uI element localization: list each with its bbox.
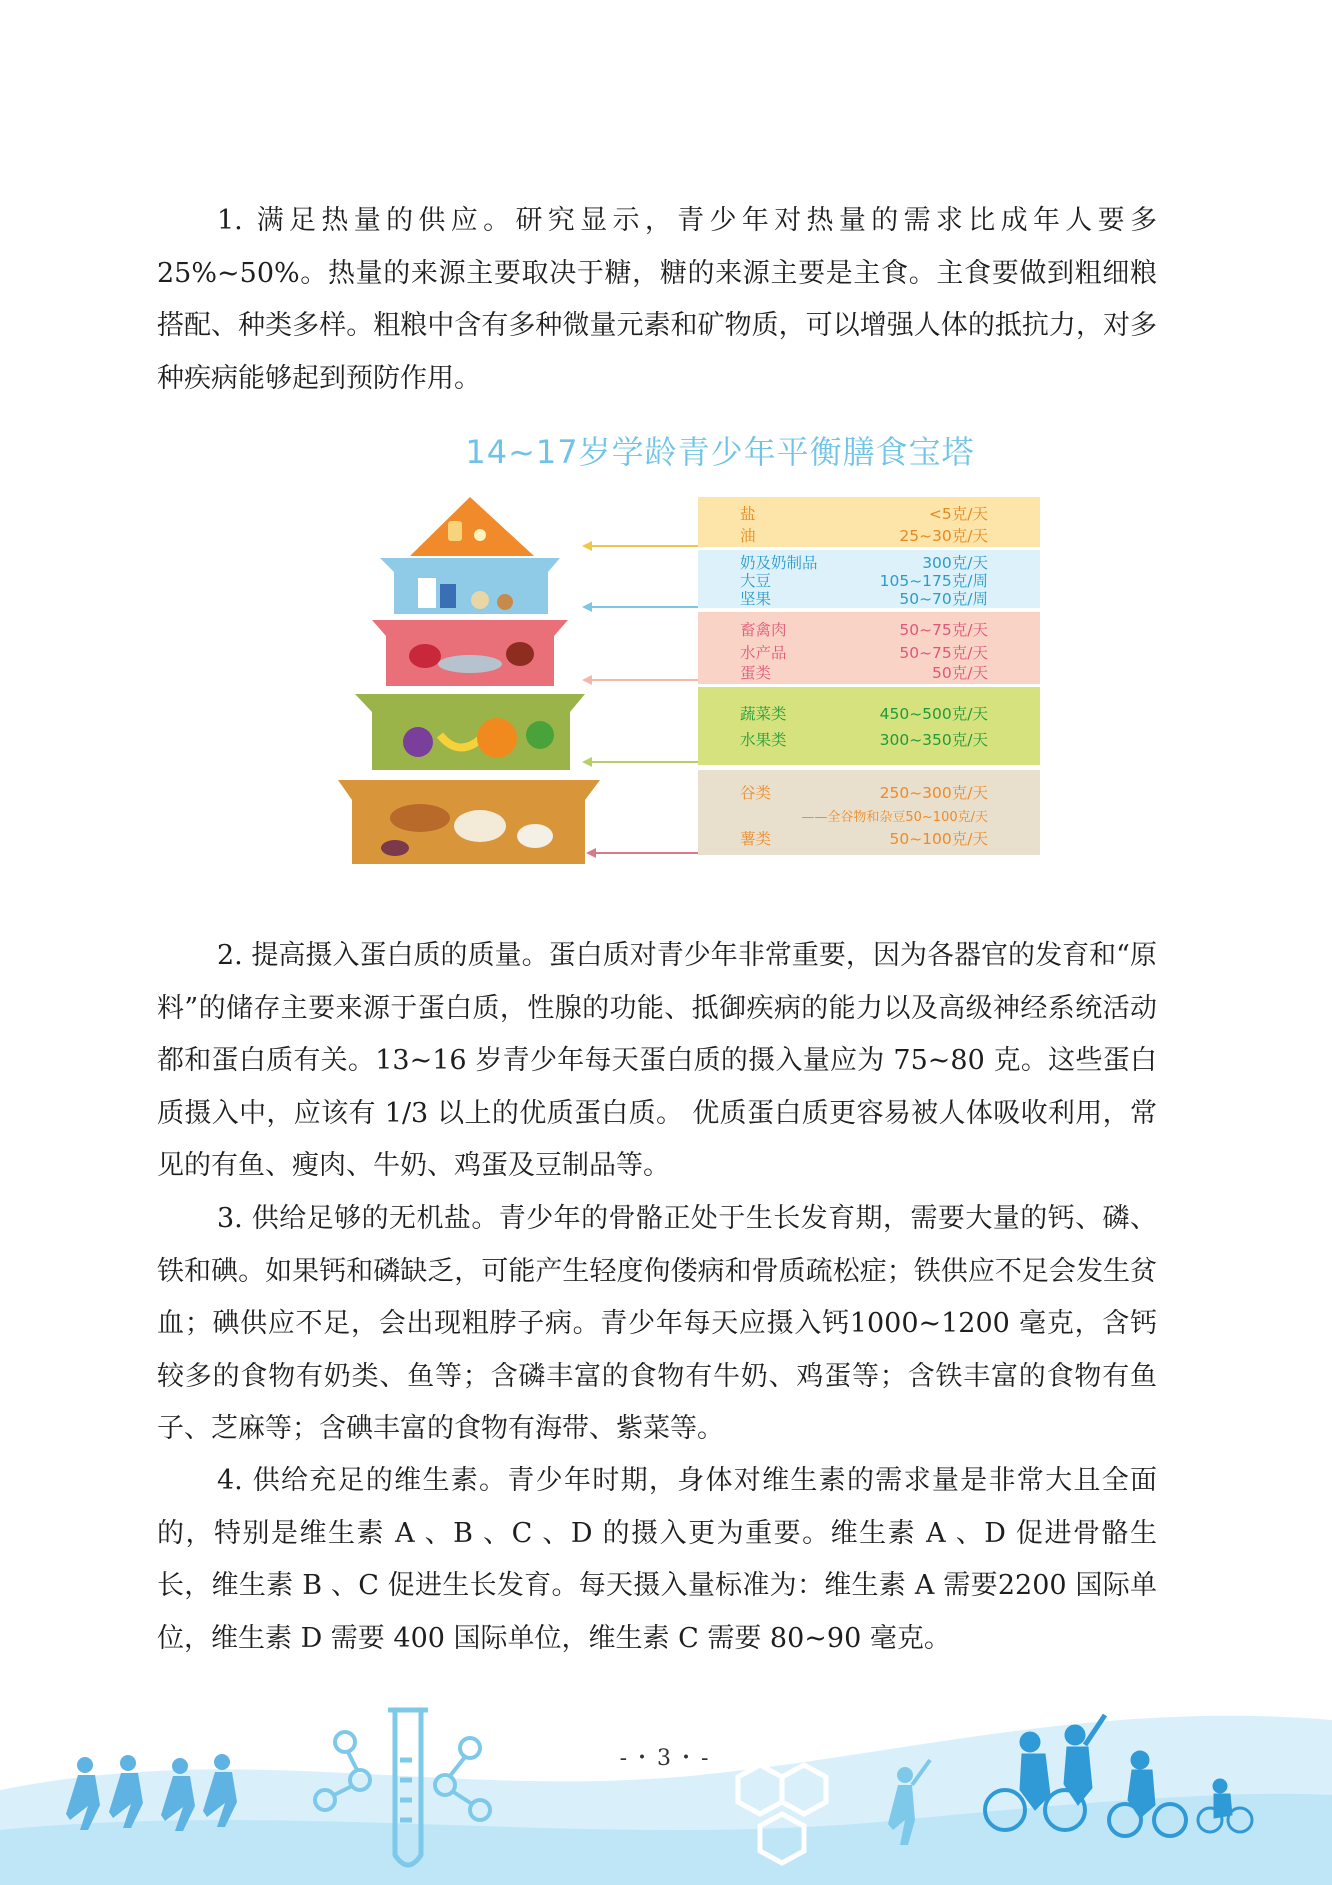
- item-name: 大豆: [740, 572, 772, 590]
- band-meat: [698, 612, 1040, 684]
- rice-icon: [454, 810, 506, 842]
- pyramid-title: 14~17岁学龄青少年平衡膳食宝塔: [465, 433, 975, 471]
- vegetable-icon: [526, 721, 554, 749]
- bread-icon: [390, 804, 450, 832]
- item-amount: 300~350克/天: [879, 731, 988, 749]
- potato-icon: [381, 840, 409, 856]
- item-amount: 50~75克/天: [899, 621, 988, 639]
- pumpkin-icon: [477, 718, 517, 758]
- grape-icon: [403, 727, 433, 757]
- paragraph-minerals: 3. 供给足够的无机盐。青少年的骨骼正处于生长发育期，需要大量的钙、磷、铁和碘。如果钙和磷缺乏，可能产生轻度佝偻病和骨质疏松症；铁供应不足会发生贫血；碘供应不足，会出现粗脖子病。青少年每天应摄入钙1000~1200 毫克，含钙较多的食物有奶类、鱼等；含磷丰富的食物有牛奶、鸡蛋等；含铁丰富的食物有鱼子、芝麻等；含碘丰富的食物有海带、紫菜等。: [157, 1203, 1157, 1444]
- item-name: 薯类: [740, 830, 772, 848]
- item-amount: 25~30克/天: [899, 527, 988, 545]
- item-name: 盐: [740, 505, 756, 523]
- paragraph-protein: 2. 提高摄入蛋白质的质量。蛋白质对青少年非常重要，因为各器官的发育和“原料”的储存主要来源于蛋白质，性腺的功能、抵御疾病的能力以及高级神经系统活动都和蛋白质有关。13~16 岁青少年每天蛋白质的摄入量应为 75~80 克。这些蛋白质摄入中，应该有 1/3 以上的优质蛋白质。 优质蛋白质更容易被人体吸收利用，常见的有鱼、瘦肉、牛奶、鸡蛋及豆制品等。: [157, 940, 1157, 1181]
- item-amount: 105~175克/周: [879, 572, 988, 590]
- fish-icon: [438, 655, 502, 673]
- item-amount: 250~300克/天: [879, 784, 988, 802]
- item-amount: 50~100克/天: [889, 830, 988, 848]
- meat-icon: [409, 644, 441, 668]
- item-amount: 450~500克/天: [879, 705, 988, 723]
- item-amount: 50克/天: [932, 664, 988, 682]
- item-name: 谷类: [740, 784, 772, 802]
- paragraph-energy: 1. 满足热量的供应。研究显示，青少年对热量的需求比成年人要多25%~50%。热量的来源主要取决于糖，糖的来源主要是主食。主食要做到粗细粮搭配、种类多样。粗粮中含有多种微量元素和矿物质，可以增强人体的抵抗力，对多种疾病能够起到预防作用。: [157, 205, 1157, 394]
- band-veg-fruit: [698, 687, 1040, 765]
- grain-subnote: ——全谷物和杂豆50~100克/天: [801, 810, 988, 825]
- item-amount: <5克/天: [928, 505, 988, 523]
- poultry-icon: [506, 642, 534, 666]
- pyramid-tier-meat: [372, 620, 568, 686]
- page-number: -・3・-: [619, 1746, 713, 1771]
- milk-carton-icon: [440, 584, 456, 608]
- item-name: 畜禽肉: [740, 621, 787, 639]
- oil-bottle-icon: [448, 521, 462, 541]
- nut-icon: [471, 591, 489, 609]
- pyramid-illustration: [0, 0, 1332, 900]
- footer-decoration: [0, 1680, 1332, 1885]
- salt-icon: [474, 529, 486, 541]
- item-name: 蛋类: [740, 664, 772, 682]
- item-name: 油: [740, 527, 756, 545]
- item-name: 坚果: [740, 590, 772, 608]
- band-grain: [698, 770, 1040, 855]
- item-name: 蔬菜类: [740, 705, 787, 723]
- item-amount: 50~75克/天: [899, 644, 988, 662]
- pyramid-tier-salt-oil: [410, 497, 534, 556]
- band-dairy-soy: [698, 550, 1040, 608]
- egg-grain-icon: [517, 824, 553, 848]
- item-amount: 300克/天: [922, 554, 988, 572]
- pyramid-tier-dairy: [380, 558, 560, 614]
- bean-icon: [497, 594, 513, 610]
- milk-icon: [418, 578, 436, 608]
- item-name: 水果类: [740, 731, 787, 749]
- paragraph-vitamins: 4. 供给充足的维生素。青少年时期，身体对维生素的需求量是非常大且全面的，特别是维生素 A 、B 、C 、D 的摄入更为重要。维生素 A 、D 促进骨骼生长，维生素 B 、C 促进生长发育。每天摄入量标准为：维生素 A 需要2200 国际单位，维生素 D 需要 400 国际单位，维生素 C 需要 80~90 毫克。: [157, 1465, 1157, 1654]
- item-name: 奶及奶制品: [740, 554, 818, 572]
- band-salt-oil: [698, 497, 1040, 547]
- item-amount: 50~70克/周: [899, 590, 988, 608]
- item-name: 水产品: [740, 644, 787, 662]
